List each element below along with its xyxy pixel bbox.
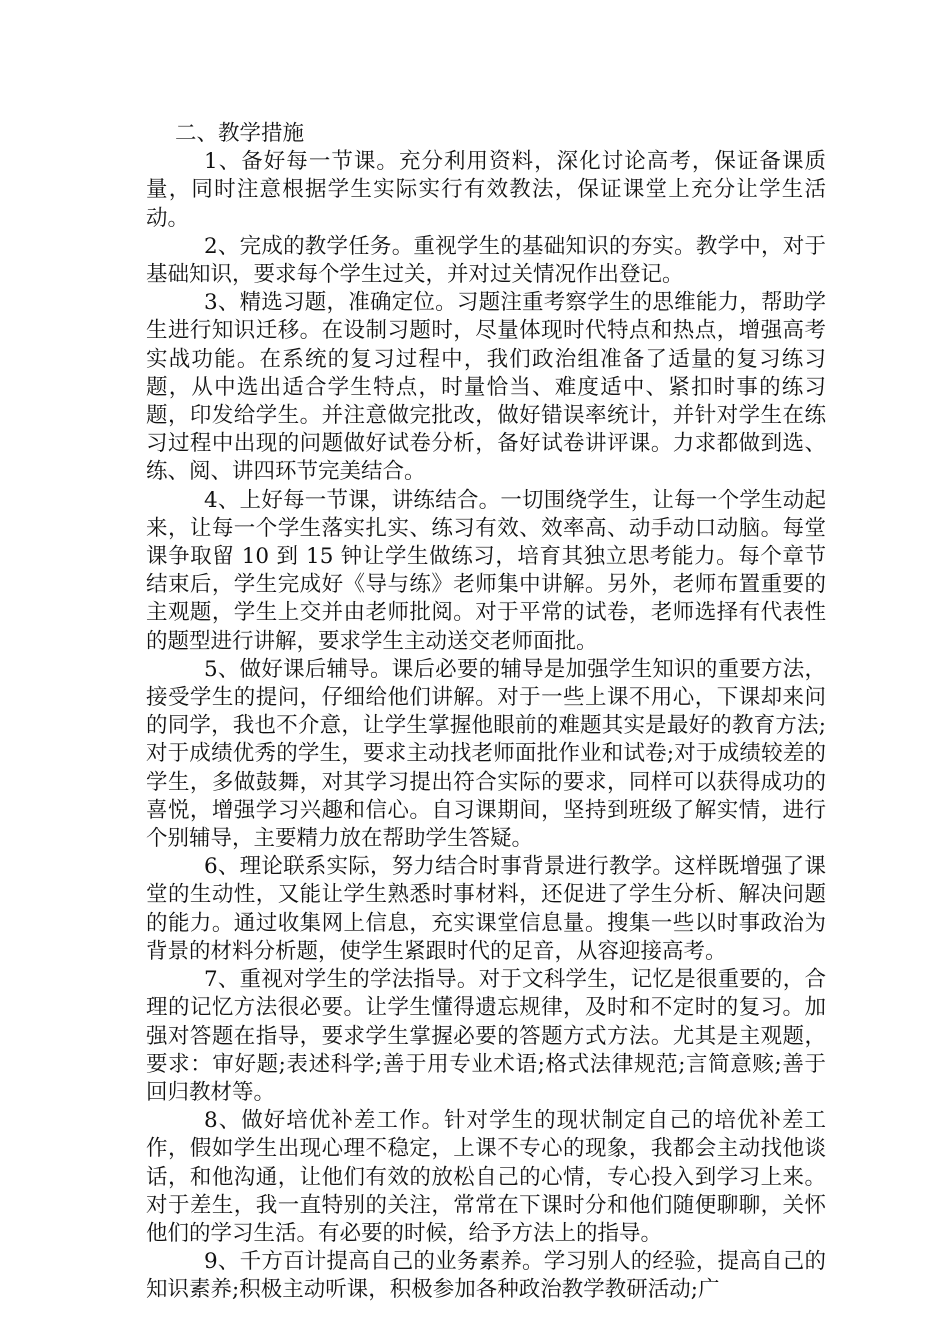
document-body (146, 120, 826, 1305)
paragraph-4: 4、上好每一节课，讲练结合。一切围绕学生，让每一个学生动起来，让每一个学生落实扎实、练习有效、效率高、动手动口动脑。每堂课争取留 10 到 15 钟让学生做练习，培育其独立思考能力。每个章节结束后，学生完成好《导与练》老师集中讲解。另外，老师布置重要的主观题，学生上交并由老师批阅。对于平常的试卷，老师选择有代表性的题型进行讲解，要求学生主动送交老师面批。 (146, 487, 826, 654)
paragraph-7: 7、重视对学生的学法指导。对于文科学生，记忆是很重要的，合理的记忆方法很必要。让学生懂得遗忘规律，及时和不定时的复习。加强对答题在指导，要求学生掌握必要的答题方式方法。尤其是主观题，要求：审好题;表述科学;善于用专业术语;格式法律规范;言简意赅;善于回归教材等。 (146, 967, 826, 1105)
paragraph-9: 9、千方百计提高自己的业务素养。学习别人的经验，提高自己的知识素养;积极主动听课，积极参加各种政治教学教研活动;广 (146, 1249, 826, 1303)
paragraph-5: 5、做好课后辅导。课后必要的辅导是加强学生知识的重要方法，接受学生的提问，仔细给他们讲解。对于一些上课不用心，下课却来问的同学，我也不介意，让学生掌握他眼前的难题其实是最好的教育方法;对于成绩优秀的学生，要求主动找老师面批作业和试卷;对于成绩较差的学生，多做鼓舞，对其学习提出符合实际的要求，同样可以获得成功的喜悦，增强学习兴趣和信心。自习课期间，坚持到班级了解实情，进行个别辅导，主要精力放在帮助学生答疑。 (146, 656, 826, 852)
paragraph-2: 2、完成的教学任务。重视学生的基础知识的夯实。教学中，对于基础知识，要求每个学生过关，并对过关情况作出登记。 (146, 233, 826, 288)
section-heading: 二、教学措施 (175, 121, 305, 146)
paragraph-1: 1、备好每一节课。充分利用资料，深化讨论高考，保证备课质量，同时注意根据学生实际实行有效教法，保证课堂上充分让学生活动。 (146, 149, 826, 231)
paragraph-8: 8、做好培优补差工作。针对学生的现状制定自己的培优补差工作，假如学生出现心理不稳定，上课不专心的现象，我都会主动找他谈话，和他沟通，让他们有效的放松自己的心情，专心投入到学习上来。对于差生，我一直特别的关注，常常在下课时分和他们随便聊聊，关怀他们的学习生活。有必要的时候，给予方法上的指导。 (146, 1108, 826, 1246)
paragraph-6: 6、理论联系实际，努力结合时事背景进行教学。这样既增强了课堂的生动性，又能让学生熟悉时事材料，还促进了学生分析、解决问题的能力。通过收集网上信息，充实课堂信息量。搜集一些以时事政治为背景的材料分析题，使学生紧跟时代的足音，从容迎接高考。 (146, 854, 826, 964)
paragraph-3: 3、精选习题，准确定位。习题注重考察学生的思维能力，帮助学生进行知识迁移。在设制习题时，尽量体现时代特点和热点，增强高考实战功能。在系统的复习过程中，我们政治组准备了适量的复习练习题，从中选出适合学生特点，时量恰当、难度适中、紧扣时事的练习题，印发给学生。并注意做完批改，做好错误率统计，并针对学生在练习过程中出现的问题做好试卷分析，备好试卷讲评课。力求都做到选、练、阅、讲四环节完美结合。 (146, 290, 826, 485)
